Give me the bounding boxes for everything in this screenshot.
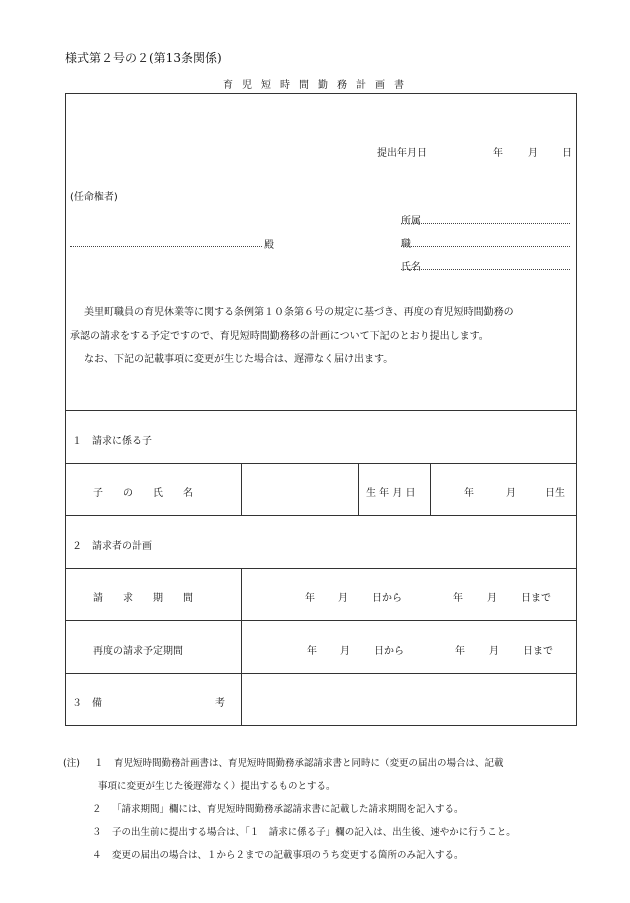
replan-end-year: 年 (455, 646, 465, 657)
divider (65, 515, 577, 516)
divider (430, 463, 431, 515)
period-end-year: 年 (453, 593, 463, 604)
note-4-number: ４ (92, 850, 102, 861)
notes-prefix: (注) (63, 758, 80, 769)
replan-start-year: 年 (307, 646, 317, 657)
birthdate-label: 生 年 月 日 (366, 488, 416, 499)
replan-start-month: 月 (340, 646, 350, 657)
period-start-month: 月 (338, 593, 348, 604)
affiliation-field[interactable] (401, 223, 570, 224)
birth-year: 年 (464, 488, 474, 499)
child-name-field[interactable] (243, 465, 356, 513)
note-2-number: ２ (92, 804, 102, 815)
child-name-label: 子 の 氏 名 (93, 488, 193, 499)
addressee-line[interactable] (70, 246, 262, 247)
note-3-text: 子の出生前に提出する場合は、「１ 請求に係る子」欄の記入は、出生後、速やかに行うこと。 (112, 827, 516, 838)
body-line-3: なお、下記の記載事項に変更が生じた場合は、遅滞なく届け出ます。 (84, 354, 394, 365)
period-end-day: 日まで (521, 593, 551, 604)
section1-heading: １ 請求に係る子 (72, 436, 152, 447)
position-label: 職 (401, 239, 411, 250)
form-title: 育児短時間勤務計画書 (223, 80, 413, 91)
divider (65, 410, 577, 411)
divider (65, 463, 577, 464)
name-label: 氏名 (401, 262, 421, 273)
section2-heading: ２ 請求者の計画 (72, 541, 152, 552)
body-line-1: 美里町職員の育児休業等に関する条例第１０条第６号の規定に基づき、再度の育児短時間勤務の (84, 307, 514, 318)
form-number: 様式第２号の２(第13条関係) (65, 51, 222, 65)
remarks-label-end: 考 (215, 698, 225, 709)
note-1-line-2: 事項に変更が生じた後遅滞なく）提出するものとする。 (98, 781, 336, 792)
affiliation-label: 所属 (401, 216, 421, 227)
request-period-label: 請 求 期 間 (93, 593, 193, 604)
submission-month: 月 (528, 148, 538, 159)
period-end-month: 月 (487, 593, 497, 604)
name-field[interactable] (401, 269, 570, 270)
divider (241, 568, 242, 726)
note-4-text: 変更の届出の場合は、１から２までの記載事項のうち変更する箇所のみ記入する。 (112, 850, 464, 861)
period-start-day: 日から (372, 593, 402, 604)
birth-month: 月 (506, 488, 516, 499)
divider (65, 568, 577, 569)
replan-start-day: 日から (374, 646, 404, 657)
position-field[interactable] (401, 246, 570, 247)
submission-day: 日 (562, 148, 572, 159)
divider (65, 620, 577, 621)
body-line-2: 承認の請求をする予定ですので、育児短時間勤務移の計画について下記のとおり提出します。 (70, 331, 489, 342)
note-1-line-1: 育児短時間勤務計画書は、育児短時間勤務承認請求書と同時に（変更の届出の場合は、記載 (114, 758, 504, 769)
divider (65, 673, 577, 674)
replan-end-month: 月 (489, 646, 499, 657)
remarks-label-start: ３ 備 (72, 698, 102, 709)
period-start-year: 年 (305, 593, 315, 604)
submission-year: 年 (493, 148, 503, 159)
remarks-field[interactable] (243, 675, 575, 724)
appointing-authority-label: (任命権者) (70, 192, 118, 203)
divider (241, 463, 242, 515)
divider (358, 463, 359, 515)
birth-day: 日生 (545, 488, 565, 499)
replan-end-day: 日まで (523, 646, 553, 657)
honorific: 殿 (264, 240, 274, 251)
note-1-number: １ (94, 758, 104, 769)
note-2-text: 「請求期間」欄には、育児短時間勤務承認請求書に記載した請求期間を記入する。 (112, 804, 464, 815)
note-3-number: ３ (92, 827, 102, 838)
replan-period-label: 再度の請求予定期間 (93, 646, 183, 657)
submission-date-label: 提出年月日 (377, 148, 427, 159)
